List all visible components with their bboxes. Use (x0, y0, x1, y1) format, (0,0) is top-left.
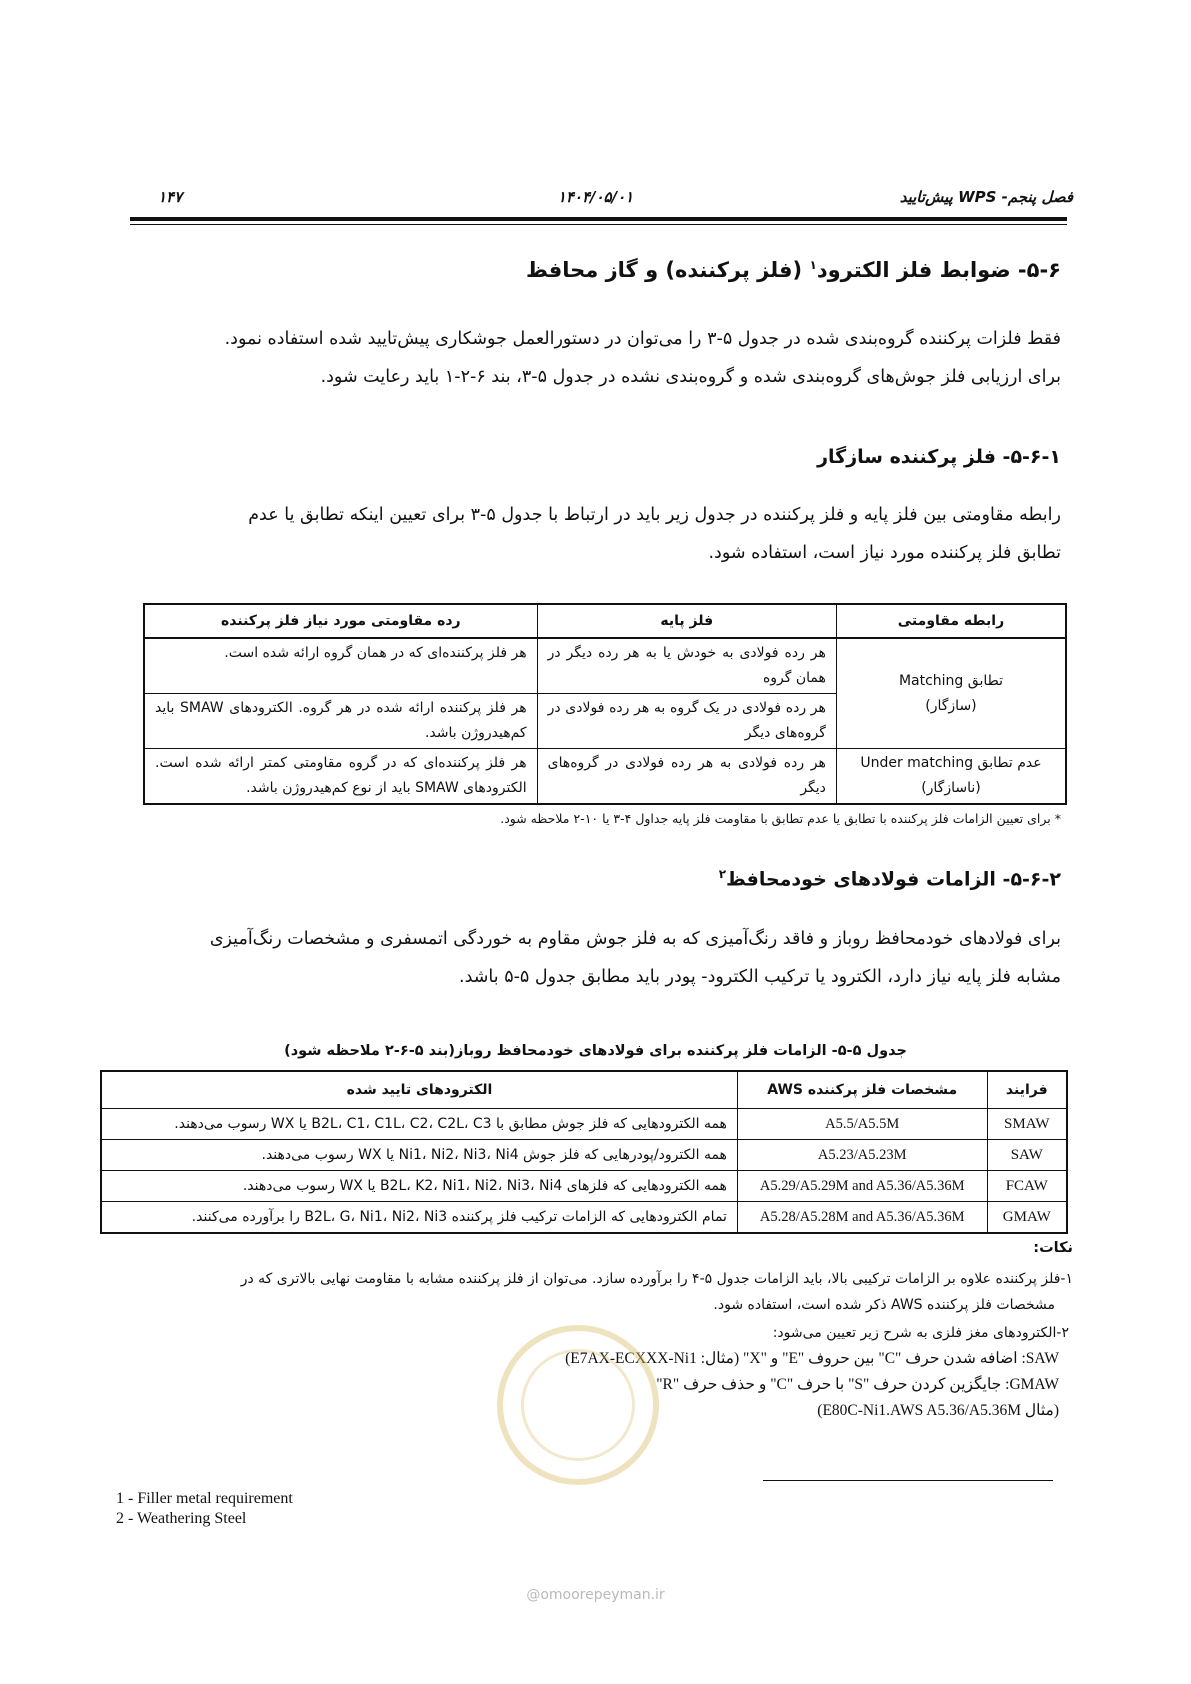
electrode-cell: همه الکترود/پودرهایی که فلز جوش Ni1، Ni2، Ni3، Ni4 یا WX رسوب می‌دهند. (101, 1140, 737, 1171)
process-cell: SMAW (987, 1109, 1067, 1140)
electrode-cell: همه الکترودهایی که فلزهای B2L، K2، Ni1، Ni2، Ni3، Ni4 یا WX رسوب می‌دهند. (101, 1171, 737, 1202)
base-metal-cell: هر رده فولادی به هر رده فولادی در گروه‌های دیگر (537, 749, 836, 805)
table-header: فرایند (987, 1071, 1067, 1109)
table-row (101, 1202, 1067, 1234)
process-cell: FCAW (987, 1171, 1067, 1202)
filler-cell: هر فلز پرکننده‌ای که در همان گروه ارائه شده است. (144, 638, 537, 694)
filler-cell: هر فلز پرکننده‌ای که در گروه مقاومتی کمتر ارائه شده است. الکترودهای SMAW باید از نوع کم‌هیدروژن باشد. (144, 749, 537, 805)
table-header: رده مقاومتی مورد نیاز فلز پرکننده (144, 604, 537, 638)
table-header: فلز پایه (537, 604, 836, 638)
table-header-row (144, 604, 1066, 638)
notes-title: نکات: (1033, 1240, 1073, 1256)
table-row (144, 749, 1066, 805)
weathering-filler-table (100, 1070, 1068, 1234)
process-cell: SAW (987, 1140, 1067, 1171)
footnote-2: 2 - Weathering Steel (116, 1510, 247, 1527)
chapter-title: فصل پنجم- WPS پیش‌تایید (899, 188, 1073, 206)
base-metal-cell: هر رده فولادی به خودش یا به هر رده دیگر در همان گروه (537, 638, 836, 694)
note-1: ۱-فلز پرکننده علاوه بر الزامات ترکیبی بالا، باید الزامات جدول ۵-۴ را برآورده سازد. می‌توان از فلز پرکننده مشابه با مقاومت نهایی بالاتری که در مشخصات فلز پرکننده AWS ذکر شده است، استفاده شود. (240, 1271, 1073, 1313)
note-gmaw: GMAW: جایگزین کردن حرف "S" با حرف "C" و حذف حرف "R" (656, 1376, 1059, 1393)
electrode-cell: همه الکترودهایی که فلز جوش مطابق با B2L، C1، C1L، C2، C2L، C3 یا WX رسوب می‌دهند. (101, 1109, 737, 1140)
table-header: الکترودهای تایید شده (101, 1071, 737, 1109)
section-heading-5-6-2: ۵-۶-۲- الزامات فولادهای خودمحافظ$^۲$ (718, 867, 1061, 891)
paragraph-filler-groups: فقط فلزات پرکننده گروه‌بندی شده در جدول ۵-۳ را می‌توان در دستورالعمل جوشکاری پیش‌تایید شده استفاده نمود. برای ارزیابی فلز جوش‌های گروه‌بندی شده و گروه‌بندی نشده در جدول ۵-۳، بند ۶-۲-۱ باید رعایت شود. (224, 329, 1061, 387)
electrode-cell: تمام الکترودهایی که الزامات ترکیب فلز پرکننده B2L، G، Ni1، Ni2، Ni3 را برآورده می‌کنند. (101, 1202, 737, 1234)
aws-spec-cell: A5.5/A5.5M (737, 1109, 987, 1140)
strength-relationship-table (143, 603, 1067, 805)
process-cell: GMAW (987, 1202, 1067, 1234)
header-rule-thin (130, 224, 1067, 225)
watermark-text: @omoorepeyman.ir (526, 1587, 665, 1603)
running-header (118, 188, 1073, 212)
watermark-seal (497, 1325, 659, 1485)
footnote-mark-2: ۲ (718, 867, 727, 881)
table-row (144, 638, 1066, 694)
aws-spec-cell: A5.23/A5.23M (737, 1140, 987, 1171)
paragraph-matching: رابطه مقاومتی بین فلز پایه و فلز پرکننده در جدول زیر باید در ارتباط با جدول ۵-۳ برای تعیین اینکه تطابق یا عدم تطابق فلز پرکننده مورد نیاز است، استفاده شود. (248, 505, 1061, 563)
base-metal-cell: هر رده فولادی در یک گروه به هر رده فولادی در گروه‌های دیگر (537, 694, 836, 749)
note-saw: SAW: اضافه شدن حرف "C" بین حروف "E" و "X" (مثال: E7AX-ECXXX-Ni1) (565, 1350, 1059, 1367)
table-row (101, 1171, 1067, 1202)
table-header: رابطه مقاومتی (836, 604, 1066, 638)
header-rule-thick (130, 217, 1067, 221)
footnote-1: 1 - Filler metal requirement (116, 1490, 293, 1507)
note-example: (مثال E80C-Ni1.AWS A5.36/A5.36M) (817, 1402, 1059, 1419)
table-caption: جدول ۵-۵- الزامات فلز پرکننده برای فولادهای خودمحافظ روباز(بند ۵-۶-۲ ملاحظه شود) (284, 1043, 907, 1059)
paragraph-weathering: برای فولادهای خودمحافظ روباز و فاقد رنگ‌آمیزی که به فلز جوش مقاوم به خوردگی اتمسفری و مشخصات رنگ‌آمیزی مشابه فلز پایه نیاز دارد، الکترود یا ترکیب الکترود- پودر باید مطابق جدول ۵-۵ باشد. (209, 929, 1061, 987)
footnote-rule (763, 1480, 1053, 1481)
footnote-mark-1: ۱ (809, 258, 817, 272)
table-header: مشخصات فلز پرکننده AWS (737, 1071, 987, 1109)
table-row (101, 1109, 1067, 1140)
section-heading-5-6-1: ۵-۶-۱- فلز پرکننده سازگار (817, 446, 1061, 468)
table-header-row (101, 1071, 1067, 1109)
table-row (101, 1140, 1067, 1171)
aws-spec-cell: A5.29/A5.29M and A5.36/A5.36M (737, 1171, 987, 1202)
matching-cell: تطابق Matching (سازگار) (836, 638, 1066, 749)
filler-cell: هر فلز پرکننده ارائه شده در هر گروه. الکترودهای SMAW باید کم‌هیدروژن باشد. (144, 694, 537, 749)
header-date: ۱۴۰۴/۰۵/۰۱ (557, 188, 634, 206)
section-heading-5-6: ۵-۶- ضوابط فلز الکترود$^۱$ (فلز پرکننده) و گاز محافظ (526, 258, 1061, 282)
aws-spec-cell: A5.28/A5.28M and A5.36/A5.36M (737, 1202, 987, 1234)
page-number: ۱۴۷ (158, 188, 183, 206)
table-note: * برای تعیین الزامات فلز پرکننده با تطابق یا عدم تطابق با مقاومت فلز پایه جداول ۴-۳ یا ۱۰-۲ ملاحظه شود. (500, 811, 1061, 826)
note-2: ۲-الکترودهای مغز فلزی به شرح زیر تعیین می‌شود: (772, 1325, 1069, 1341)
under-matching-cell: عدم تطابق Under matching (ناسازگار) (836, 749, 1066, 805)
